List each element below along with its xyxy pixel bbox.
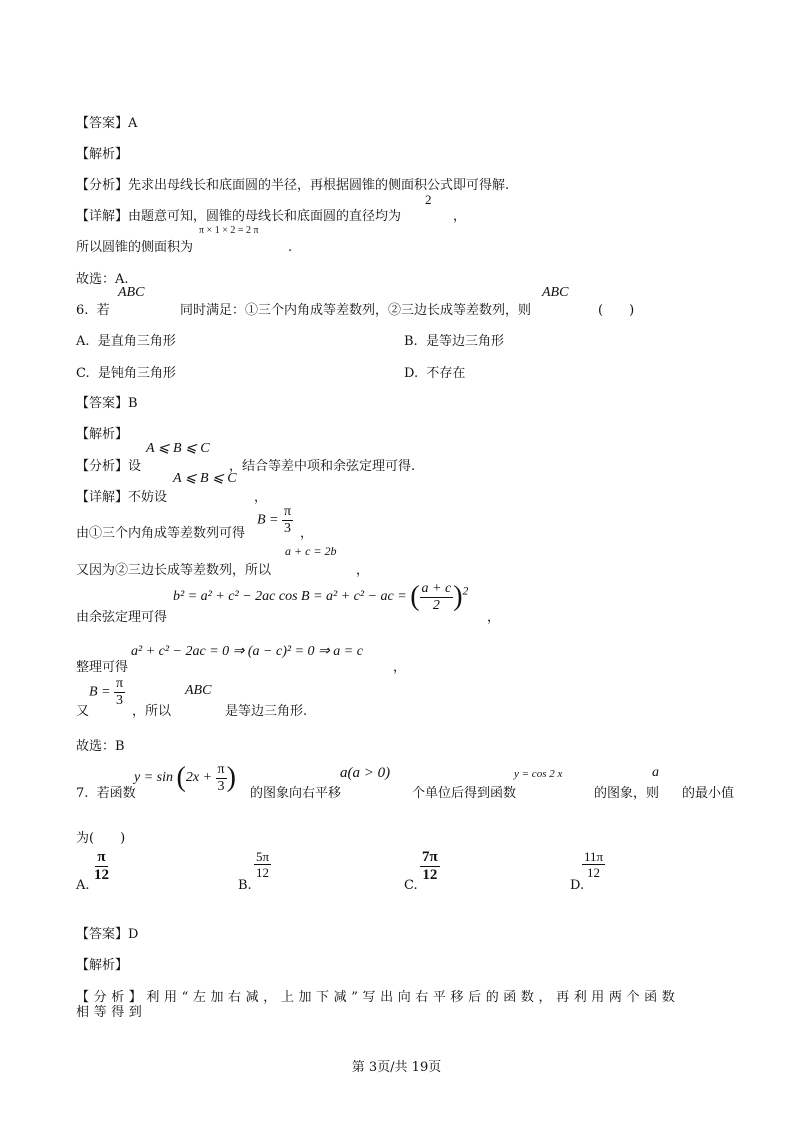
answer-tag: 【答案】 — [76, 116, 129, 131]
answer-value: A — [128, 116, 138, 131]
q5-answer-line — [76, 116, 137, 132]
q7-stem-b: 的图象向右平移 — [250, 786, 342, 801]
q6-step5-abc: ABC — [185, 683, 212, 698]
q6-step2-formula: a + c = 2b — [285, 544, 337, 558]
q6-step4-text: 整理可得 — [76, 660, 129, 675]
q6-fenxi-text: ，结合等差中项和余弦定理可得. — [229, 459, 416, 474]
q7-option-d-value: $\frac{11\pi}{12}$ — [584, 849, 604, 880]
fenxi-tag: 【分析】 — [76, 178, 129, 193]
q6-fenxi-line: 【分析】设 — [76, 459, 142, 474]
q7-function-1: y = sin (2x + $\frac{\pi}{3}$ ) — [134, 761, 236, 794]
q7-option-c-letter: C. — [404, 878, 418, 893]
q6-number: 6. — [76, 303, 89, 318]
q6-step1-comma: ， — [300, 526, 314, 541]
q6-answer-paren: ( ) — [598, 303, 635, 318]
q6-step5-you: 又 — [76, 704, 90, 719]
q7-answer-line — [76, 927, 138, 943]
q6-answer-line — [76, 396, 138, 412]
xiangjie-tag: 【详解】 — [76, 490, 129, 505]
fenxi-tag: 【分析】 — [76, 459, 129, 474]
q6-xiangjie-line: 【详解】不妨设 — [76, 490, 168, 505]
q6-step2-text: 又因为②三边长成等差数列，所以 — [76, 563, 272, 578]
q5-xiangjie-comma: ， — [453, 209, 467, 224]
q7-option-c-value: $\frac{7\pi}{12}$ — [422, 849, 438, 883]
q6-step3-formula: b² = a² + c² − 2ac cos B = a² + c² − ac = ( $\frac{a + c}{2}$ )$^2$ — [173, 580, 469, 613]
xiangjie-text: 由题意可知，圆锥的母线长和底面圆的直径均为 — [128, 209, 402, 224]
q5-area-end: . — [288, 240, 293, 255]
q6-step1-text: 由①三个内角成等差数列可得 — [76, 526, 246, 541]
q7-fenxi-line-1: 【分析】利用“左加右减，上加下减”写出向右平移后的函数，再利用两个函数 — [76, 990, 680, 1005]
q5-area-formula: π × 1 × 2 = 2 π — [199, 225, 259, 236]
q7-stem-start: 7. 若函数 — [76, 786, 136, 801]
q7-stem-f: 为( ) — [76, 831, 126, 846]
q6-step5-mid: ，所以 — [132, 704, 172, 719]
answer-tag: 【答案】 — [76, 396, 129, 411]
answer-value: B — [128, 396, 138, 411]
q5-choose: 故选：A. — [76, 272, 129, 287]
q7-a-condition: a(a > 0) — [340, 765, 391, 781]
q6-option-b: B. 是等边三角形 — [404, 334, 504, 349]
q7-a-var: a — [652, 765, 659, 780]
q7-option-d-letter: D. — [570, 878, 585, 893]
q6-step4-comma: ， — [393, 660, 407, 675]
q7-fenxi-line-2: 相等得到 — [76, 1005, 147, 1020]
q6-step4-formula: a² + c² − 2ac = 0 ⇒ (a − c)² = 0 ⇒ a = c — [131, 644, 363, 659]
q5-value-2: 2 — [425, 192, 432, 207]
q6-step5-formula: B = $\frac{\pi}{3}$ — [89, 676, 124, 708]
q7-number: 7. — [76, 786, 89, 801]
q6-choose: 故选：B — [76, 739, 125, 754]
q6-step1-formula: B = $\frac{\pi}{3}$ — [257, 504, 292, 536]
q5-xiangjie-line — [76, 209, 401, 225]
q6-step2-comma: ， — [356, 563, 370, 578]
q6-xiangjie-comma: ， — [254, 490, 268, 505]
xiangjie-tag: 【详解】 — [76, 209, 129, 224]
answer-value: D — [128, 927, 139, 942]
q5-fenxi-line — [76, 178, 509, 194]
q6-step3-text: 由余弦定理可得 — [76, 610, 168, 625]
q6-stem-text: 同时满足：①三个内角成等差数列，②三边长成等差数列，则 — [180, 303, 532, 318]
q7-option-b-letter: B. — [238, 878, 252, 893]
q7-stem-e: 的最小值 — [682, 786, 735, 801]
q6-option-d: D. 不存在 — [404, 366, 466, 381]
q6-step5-end: 是等边三角形. — [225, 704, 308, 719]
q5-analysis-tag: 【解析】 — [76, 147, 129, 162]
q7-option-b-value: $\frac{5\pi}{12}$ — [256, 849, 270, 880]
q6-option-a: A. 是直角三角形 — [76, 334, 176, 349]
q7-analysis-tag: 【解析】 — [76, 958, 129, 973]
q7-stem-c: 个单位后得到函数 — [412, 786, 517, 801]
q6-ruo: 若 — [96, 303, 110, 318]
q6-ineq-1: A ⩽ B ⩽ C — [146, 441, 210, 456]
q6-abc-1: ABC — [118, 285, 145, 300]
answer-tag: 【答案】 — [76, 927, 129, 942]
q6-step3-comma: ， — [487, 610, 501, 625]
q6-option-c: C. 是钝角三角形 — [76, 366, 176, 381]
q6-stem — [76, 303, 110, 319]
q6-ineq-2: A ⩽ B ⩽ C — [173, 471, 237, 486]
q7-option-a-value: $\frac{\pi}{12}$ — [94, 849, 109, 883]
q6-abc-2: ABC — [542, 285, 569, 300]
page-footer: 第 3页/共 19页 — [351, 1060, 442, 1075]
q6-analysis-tag: 【解析】 — [76, 427, 129, 442]
fenxi-text: 先求出母线长和底面圆的半径，再根据圆锥的侧面积公式即可得解. — [128, 178, 510, 193]
q5-area-text: 所以圆锥的侧面积为 — [76, 240, 194, 255]
q7-function-2: y = cos 2 x — [514, 768, 563, 780]
q7-option-a-letter: A. — [76, 878, 90, 893]
q7-stem-d: 的图象，则 — [594, 786, 660, 801]
